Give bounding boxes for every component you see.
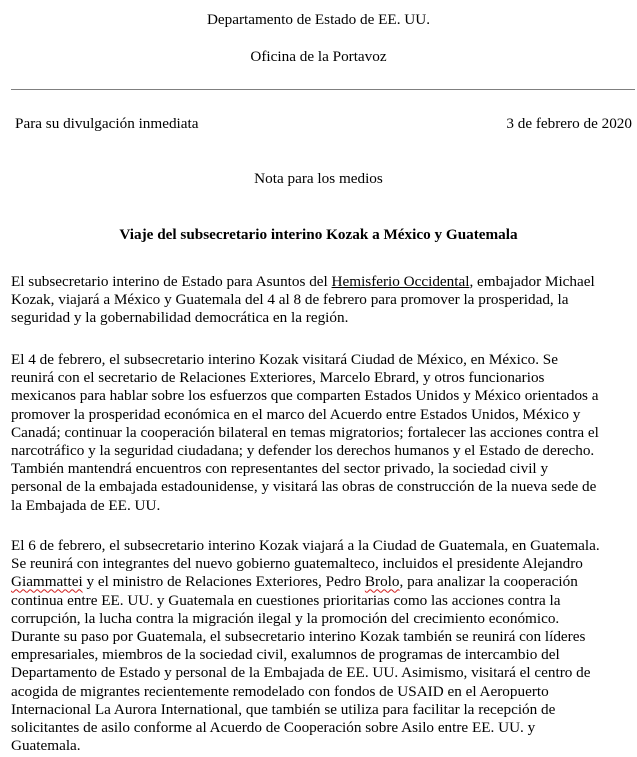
paragraph-line: Departamento de Estado y personal de la Embajada de EE. UU. Asimismo, visitará el centro de [11, 664, 591, 682]
paragraph-line: la Embajada de EE. UU. [11, 496, 161, 514]
text-run: , embajador Michael [469, 273, 595, 290]
paragraph-3 [11, 537, 635, 755]
paragraph-line: solicitantes de asilo conforme al Acuerdo de Cooperación sobre Asilo entre EE. UU. y [11, 719, 536, 737]
paragraph-line: El 4 de febrero, el subsecretario interino Kozak visitará Ciudad de México, en México. Se [11, 351, 558, 368]
text-run: y el ministro de Relaciones Exteriores, Pedro [82, 573, 365, 591]
misspelled-word-brolo: Brolo [364, 573, 400, 591]
paragraph-line [11, 273, 635, 291]
paragraph-2 [11, 351, 635, 515]
paragraph-1 [11, 273, 635, 328]
paragraph-line: reunirá con el secretario de Relaciones Exteriores, Marcelo Ebrard, y otros funcionarios [11, 369, 545, 387]
paragraph-line [11, 573, 635, 591]
misspelled-word-giammattei: Giammattei [11, 573, 83, 591]
paragraph-line: Guatemala. [11, 737, 81, 755]
paragraph-line: Canadá; continuar la cooperación bilateral en temas migratorios; fortalecer las acciones contra el [11, 423, 599, 441]
paragraph-line: Se reunirá con integrantes del nuevo gobierno guatemalteco, incluidos el presidente Alejandro [11, 555, 583, 573]
paragraph-line: Durante su paso por Guatemala, el subsecretario interino Kozak también se reunirá con líderes [11, 628, 586, 646]
paragraph-line: personal de la embajada estadounidense, y visitará las obras de construcción de la nueva sede de [11, 478, 597, 496]
paragraph-line: corrupción, la lucha contra la migración ilegal y la promoción del crecimiento económico. [11, 609, 560, 627]
office-heading: Oficina de la Portavoz [250, 48, 387, 65]
paragraph-line: El 6 de febrero, el subsecretario interino Kozak viajará a la Ciudad de Guatemala, en Guatemala. [11, 537, 600, 554]
paragraph-line: empresariales, miembros de la sociedad civil, exalumnos de programas de intercambio del [11, 646, 560, 664]
release-date: 3 de febrero de 2020 [506, 115, 632, 132]
department-heading: Departamento de Estado de EE. UU. [206, 11, 431, 28]
horizontal-rule [11, 89, 635, 90]
paragraph-line: promover la prosperidad económica en el marco del Acuerdo entre Estados Unidos, México y [11, 405, 581, 423]
headline: Viaje del subsecretario interino Kozak a México y Guatemala [119, 226, 518, 243]
paragraph-line: acogida de migrantes recientemente remodelado con fondos de USAID en el Aeropuerto [11, 682, 549, 700]
hemisferio-occidental-link[interactable]: Hemisferio Occidental [331, 273, 470, 290]
paragraph-line: Kozak, viajará a México y Guatemala del 4 al 8 de febrero para promover la prosperidad, la [11, 291, 569, 309]
paragraph-line: seguridad y la gobernabilidad democrática en la región. [11, 309, 349, 327]
note-label: Nota para los medios [254, 170, 383, 187]
release-label: Para su divulgación inmediata [15, 115, 199, 132]
paragraph-line: mexicanos para hablar sobre los esfuerzos que comparten Estados Unidos y México orientados a [11, 387, 599, 405]
paragraph-line: narcotráfico y la seguridad ciudadana; y defender los derechos humanos y el Estado de derecho. [11, 442, 595, 460]
paragraph-line: Internacional La Aurora International, que también se utiliza para facilitar la recepción de [11, 700, 556, 718]
text-run: El subsecretario interino de Estado para Asuntos del [11, 273, 332, 290]
text-run: , para analizar la cooperación [399, 573, 578, 591]
paragraph-line: También mantendrá encuentros con representantes del sector privado, la sociedad civil y [11, 460, 549, 478]
paragraph-line: continua entre EE. UU. y Guatemala en cuestiones prioritarias como las acciones contra la [11, 591, 561, 609]
